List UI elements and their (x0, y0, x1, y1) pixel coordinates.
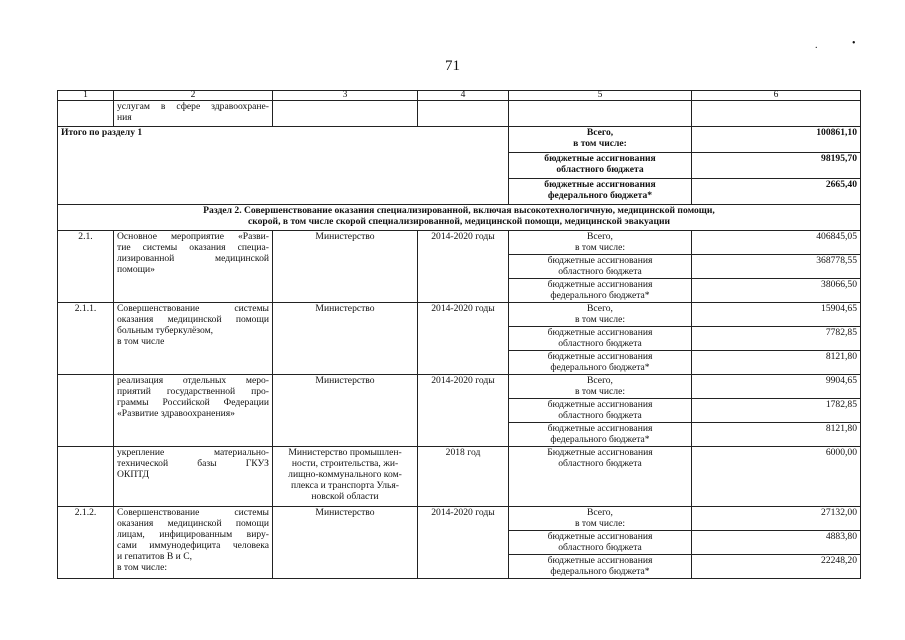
col-header: 1 (58, 91, 114, 101)
amount: 9904,65 (692, 375, 861, 399)
section-title-row (58, 205, 861, 231)
financing-kind: Всего, в том числе: (509, 375, 692, 399)
scan-mark: . (815, 40, 818, 51)
col-header: 4 (418, 91, 509, 101)
executor-cell: Министерство (273, 375, 418, 447)
total-row (58, 127, 861, 153)
amount: 8121,80 (692, 351, 861, 375)
financing-kind: бюджетные ассигнования федерального бюджета* (509, 351, 692, 375)
section-title: Раздел 2. Совершенствование оказания специализированной, включая высокотехнологичную, медицинской помощи, скорой, в том числе скорой специализированной, медицинской помощи, медицинской эвакуации (58, 205, 861, 231)
financing-kind: бюджетные ассигнования областного бюджета (509, 153, 692, 179)
item-number (58, 447, 114, 507)
description-cell: укрепление материально- технической базы ГКУЗ ОКПТД (114, 447, 273, 507)
amount: 368778,55 (692, 255, 861, 279)
financing-kind: бюджетные ассигнования федерального бюджета* (509, 555, 692, 579)
financing-kind: бюджетные ассигнования федерального бюджета* (509, 279, 692, 303)
item-number: 2.1.1. (58, 303, 114, 375)
amount: 6000,00 (692, 447, 861, 507)
financing-kind: Всего, в том числе: (509, 231, 692, 255)
table-row (58, 375, 861, 399)
executor-cell: Министерство (273, 507, 418, 579)
period-cell: 2014-2020 годы (418, 375, 509, 447)
amount: 1782,85 (692, 399, 861, 423)
amount: 4883,80 (692, 531, 861, 555)
col-header: 2 (114, 91, 273, 101)
executor-cell: Министерство (273, 303, 418, 375)
continued-row (58, 101, 861, 127)
period-cell: 2014-2020 годы (418, 303, 509, 375)
table-row (58, 231, 861, 255)
amount: 8121,80 (692, 423, 861, 447)
executor-cell: Министерство (273, 231, 418, 303)
financing-kind: Всего, в том числе: (509, 127, 692, 153)
table-row (58, 507, 861, 531)
table-row (58, 303, 861, 327)
amount: 2665,40 (692, 179, 861, 205)
financing-kind: бюджетные ассигнования федерального бюджета* (509, 423, 692, 447)
description-cell: услугам в сфере здравоохране- ния (114, 101, 273, 127)
period-cell: 2014-2020 годы (418, 231, 509, 303)
financing-kind: бюджетные ассигнования областного бюджета (509, 531, 692, 555)
financing-kind: Бюджетные ассигнования областного бюджета (509, 447, 692, 507)
item-number: 2.1.2. (58, 507, 114, 579)
item-number (58, 375, 114, 447)
amount: 27132,00 (692, 507, 861, 531)
amount: 98195,70 (692, 153, 861, 179)
amount: 100861,10 (692, 127, 861, 153)
description-cell: реализация отдельных меро- приятий государственной про- граммы Российской Федерации «Развитие здравоохранения» (114, 375, 273, 447)
amount: 406845,05 (692, 231, 861, 255)
description-cell: Совершенствование системы оказания медицинской помощи больным туберкулёзом, в том числе (114, 303, 273, 375)
budget-table (57, 90, 861, 579)
executor-cell: Министерство промышлен- ности, строительства, жи- лищно-коммунального ком- плекса и транспорта Улья- новской области (273, 447, 418, 507)
financing-kind: Всего, в том числе: (509, 507, 692, 531)
item-number: 2.1. (58, 231, 114, 303)
financing-kind: бюджетные ассигнования областного бюджета (509, 255, 692, 279)
page-number: 71 (445, 58, 460, 74)
scan-mark: • (852, 38, 856, 49)
period-cell: 2018 год (418, 447, 509, 507)
financing-kind: бюджетные ассигнования областного бюджета (509, 327, 692, 351)
col-header: 6 (692, 91, 861, 101)
col-header: 5 (509, 91, 692, 101)
col-header: 3 (273, 91, 418, 101)
amount: 15904,65 (692, 303, 861, 327)
total-label: Итого по разделу 1 (58, 127, 509, 205)
financing-kind: бюджетные ассигнования областного бюджета (509, 399, 692, 423)
amount: 22248,20 (692, 555, 861, 579)
amount: 38066,50 (692, 279, 861, 303)
column-number-row (58, 91, 861, 101)
period-cell: 2014-2020 годы (418, 507, 509, 579)
description-cell: Основное мероприятие «Разви- тие системы оказания специа- лизированной медицинской помощи» (114, 231, 273, 303)
table-row (58, 447, 861, 507)
financing-kind: бюджетные ассигнования федерального бюджета* (509, 179, 692, 205)
description-cell: Совершенствование системы оказания медицинской помощи лицам, инфицированным виру- сами иммунодефицита человека и гепатитов В и С, в том числе: (114, 507, 273, 579)
financing-kind: Всего, в том числе: (509, 303, 692, 327)
amount: 7782,85 (692, 327, 861, 351)
